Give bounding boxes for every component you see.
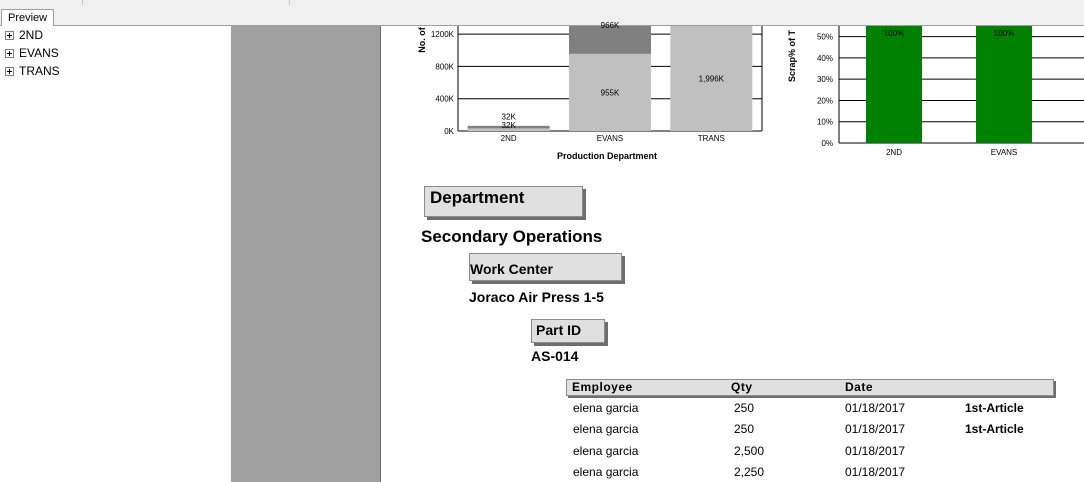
qty-column-header: Qty [731, 380, 753, 394]
employee-cell: elena garcia [573, 465, 639, 479]
production-by-department-chart [381, 21, 781, 166]
table-row [566, 441, 1066, 461]
y-tick-label: 400K [435, 94, 454, 104]
date-cell: 01/18/2017 [845, 401, 906, 415]
scrap-percent-chart [781, 26, 1084, 166]
detail-table-header [566, 379, 1054, 396]
x-tick-label: 2ND [885, 148, 903, 157]
bar-value-label: 32K [501, 121, 516, 130]
qty-cell: 250 [734, 422, 755, 436]
bar-value-label: 966K [600, 21, 620, 30]
tree-item-2nd[interactable] [5, 26, 43, 44]
y-tick-label: 30% [816, 75, 833, 85]
expand-plus-icon[interactable] [5, 49, 14, 58]
bar-value-label: 100% [993, 29, 1015, 38]
y-tick-label: 1200K [430, 30, 454, 40]
y-tick-label: 0% [821, 139, 833, 148]
tree-item-label: 2ND [19, 28, 44, 42]
bar [569, 26, 651, 54]
y-tick-label: 800K [435, 62, 454, 72]
qty-cell: 250 [734, 401, 755, 415]
y-axis-label: Scrap% of T [787, 29, 797, 83]
report-page[interactable] [381, 21, 1084, 482]
date-cell: 01/18/2017 [845, 444, 906, 458]
bar [866, 26, 922, 143]
y-tick-label: 20% [816, 96, 833, 106]
part-id-header: Part ID [531, 319, 605, 343]
table-row [566, 398, 1066, 418]
expand-plus-icon[interactable] [5, 31, 14, 40]
tree-item-trans[interactable] [5, 62, 60, 80]
department-header: Department [424, 186, 583, 217]
table-row [566, 419, 1066, 439]
part-id-value: AS-014 [531, 348, 579, 364]
date-cell: 01/18/2017 [845, 422, 906, 436]
y-tick-label: 0K [444, 127, 454, 136]
x-tick-label: 2ND [500, 134, 517, 143]
tab-strip [0, 5, 1084, 26]
y-tick-label: 50% [816, 32, 833, 42]
page-margin-area [231, 26, 381, 482]
date-cell: 01/18/2017 [845, 465, 906, 479]
work-center-value: Joraco Air Press 1-5 [469, 289, 604, 305]
bar-value-label: 1,996K [698, 74, 725, 84]
y-tick-label: 40% [816, 53, 833, 63]
tab-preview[interactable]: Preview [1, 9, 54, 27]
employee-cell: elena garcia [573, 422, 639, 436]
date-column-header: Date [845, 380, 874, 394]
tree-item-evans[interactable] [5, 44, 59, 62]
y-axis-label: No. of [417, 27, 427, 53]
tree-item-label: EVANS [19, 46, 59, 60]
x-tick-label: EVANS [990, 148, 1018, 157]
bar [976, 26, 1032, 143]
employee-column-header: Employee [572, 380, 633, 394]
table-row [566, 462, 1066, 482]
note-cell: 1st-Article [965, 401, 1024, 415]
employee-cell: elena garcia [573, 444, 639, 458]
bar-value-label: 100% [883, 29, 905, 38]
expand-plus-icon[interactable] [5, 67, 14, 76]
x-axis-label: Production Department [556, 151, 658, 161]
department-value: Secondary Operations [421, 227, 603, 246]
note-cell: 1st-Article [965, 422, 1024, 436]
x-tick-label: TRANS [697, 134, 725, 143]
tree-item-label: TRANS [19, 64, 60, 78]
qty-cell: 2,500 [734, 444, 765, 458]
bar-value-label: 32K [501, 112, 516, 122]
employee-cell: elena garcia [573, 401, 639, 415]
work-center-header: Work Center [469, 253, 622, 281]
qty-cell: 2,250 [734, 465, 765, 479]
y-tick-label: 10% [816, 117, 833, 127]
bar-value-label: 955K [600, 88, 620, 98]
x-tick-label: EVANS [596, 134, 624, 143]
group-tree-panel [0, 26, 231, 482]
